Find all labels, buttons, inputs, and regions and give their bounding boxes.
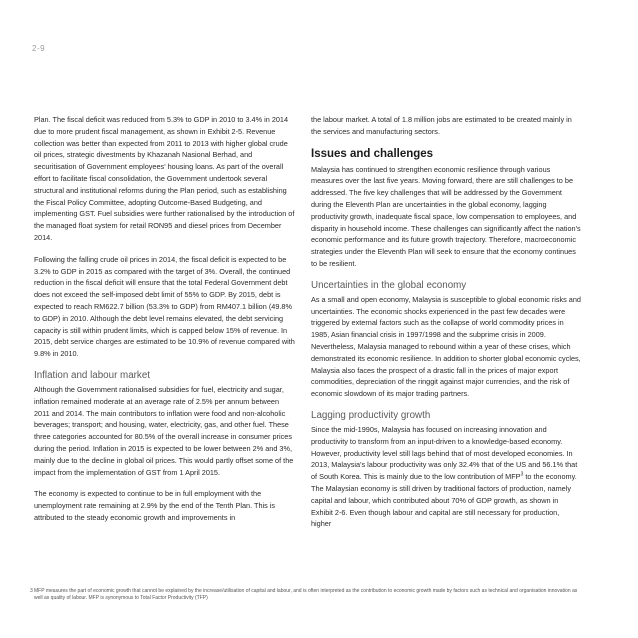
heading-issues-challenges: Issues and challenges xyxy=(311,147,434,160)
footnote-text: MFP measures the part of economic growth that cannot be explained by the increase/utilisation of capital and labour, and is often interpreted as the contribution to economic growth made by factors such as technical and organisation innovation as well as quality of labour. MFP is synonymous to Total Factor Productivity (TFP) xyxy=(34,588,578,601)
productivity-text-b: to the economy. The Malaysian economy is still driven by traditional factors of production, namely capital and labour, which contributed about 70% of GDP growth, as shown in Exhibit 2-6. Even though labour and capital are still necessary for production, higher xyxy=(311,472,577,529)
paragraph-fiscal-deficit: Plan. The fiscal deficit was reduced from 5.3% to GDP in 2010 to 3.4% in 2014 due to more prudent fiscal management, as shown in Exhibit 2-5. Revenue collection was better than expected from 2011 to 2013 with higher global crude oil prices, strategic divestments by Khazanah Nasional Berhad, and securitisation of Government employees' housing loans. As part of the overall effort to facilitate fiscal consolidation, the Government undertook several structural and institutional reforms during the Plan period, such as establishing the Fiscal Policy Committee, adopting Outcome-Based Budgeting, and implementing GST. Fuel subsidies were further rationalised by the introduction of the managed float system for retail RON95 and diesel prices from December 2014. xyxy=(34,115,295,242)
paragraph-crude-oil: Following the falling crude oil prices in 2014, the fiscal deficit is expected to be 3.2% to GDP in 2015 as compared with the target of 3%. Overall, the continued reduction in the fiscal deficit will ensure that the total Federal Government debt does not exceed the self-imposed debt limit of 55% to GDP. By 2015, debt is expected to reach RM622.7 billion (53.3% to GDP) from RM407.1 billion (49.8% to GDP) in 2010. Although the debt level remains elevated, the debt servicing capacity is still within prudent limits, which is capped below 15% of revenue. In 2015, debt service charges are estimated to be 10.9% of revenue compared with 9.8% in 2010. xyxy=(34,254,295,359)
paragraph-uncertainties: As a small and open economy, Malaysia is susceptible to global economic risks and uncertainties. The economic shocks experienced in the past few decades were triggered by external factors such as the collapse of world commodity prices in 1985, Asian financial crisis in 1997/1998 and the subprime crisis in 2009. Nevertheless, Malaysia managed to rebound within a year of these crises, which demonstrated its economic resilience. In addition to shorter global economic cycles, Malaysia also faces the prospect of a drastic fall in the prices of major export commodities, depreciation of the ringgit against major currencies, and the risk of economic slowdown of its major trading partners. xyxy=(311,294,581,399)
footnote-reference: 3 xyxy=(520,471,524,478)
heading-inflation-labour: Inflation and labour market xyxy=(34,369,150,381)
footnote-marker: 3 xyxy=(30,588,33,594)
paragraph-labour-market: the labour market. A total of 1.8 million jobs are estimated to be created mainly in the services and manufacturing sectors. xyxy=(311,115,572,136)
paragraph-challenges: Malaysia has continued to strengthen economic resilience through various measures over the last five years. Moving forward, there are still challenges to be addressed. The five key challenges that will be addressed by the Government during the Eleventh Plan are uncertainties in the global economy, lagging productivity growth, inadequate fiscal space, low compensation to employees, and disparity in household income. These challenges can significantly affect the nation's economic performance and its future growth trajectory. Therefore, macroeconomic strategies under the Eleventh Plan will seek to ensure that the economy continues to be resilient. xyxy=(311,164,581,268)
paragraph-inflation: Although the Government rationalised subsidies for fuel, electricity and sugar, inflation remained moderate at an average rate of 2.5% per annum between 2011 and 2014. The main contributors to inflation were food and non-alcoholic beverages; transport; and housing, water, electricity, gas, and other fuel. These three categories accounted for 80.5% of the overall increase in consumer prices during the period. Inflation in 2015 is expected to be lower between 2% and 3%, mainly due to the decline in global oil prices. This would partly offset some of the impact from the implementation of GST from 1 April 2015. xyxy=(34,384,294,477)
paragraph-employment: The economy is expected to continue to be in full employment with the unemployment rate remaining at 2.9% by the end of the Tenth Plan. This is attributed to the steady economic growth and improvements in xyxy=(34,489,276,522)
right-column xyxy=(311,114,581,540)
heading-uncertainties: Uncertainties in the global economy xyxy=(311,279,467,291)
heading-productivity: Lagging productivity growth xyxy=(311,409,431,421)
paragraph-productivity xyxy=(311,424,581,530)
left-column xyxy=(34,114,296,534)
productivity-text-a: Since the mid-1990s, Malaysia has focused on increasing innovation and productivity to transform from an input-driven to a knowledge-based economy. However, productivity level still lags behind that of most developed economies. In 2013, Malaysia's labour productivity was only 32.4% that of the US and 56.1% that of South Korea. This is mainly due to the low contribution of MFP xyxy=(311,424,578,482)
page-number: 2-9 xyxy=(32,44,46,53)
footnote xyxy=(30,588,582,602)
